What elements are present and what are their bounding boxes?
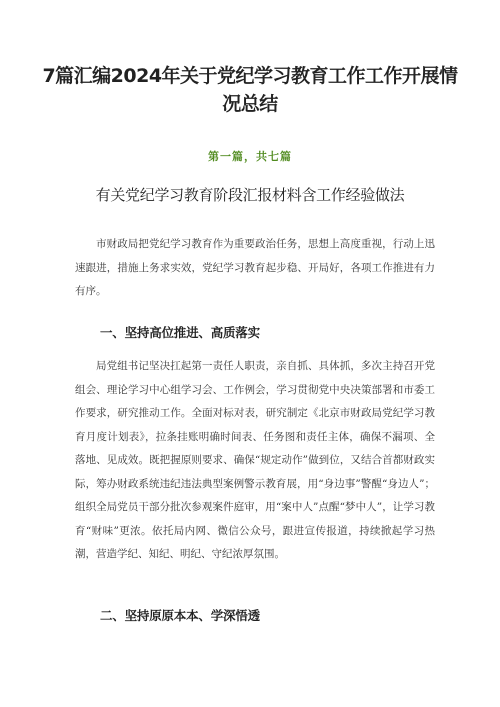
section-heading-1: 一、坚持高位推进、高质落实 — [100, 325, 260, 340]
intro-paragraph: 市财政局把党纪学习教育作为重要政治任务，思想上高度重视，行动上迅速跟进，措施上务求实效，党纪学习教育起步稳、开局好，各项工作推进有力有序。 — [75, 238, 435, 297]
document-main-title: 7篇汇编2024年关于党纪学习教育工作工作开展情况总结 — [42, 65, 458, 115]
section-1-paragraph: 局党组书记坚决扛起第一责任人职责，亲自抓、具体抓，多次主持召开党组会、理论学习中心组学习会、工作例会，学习贯彻党中央决策部署和市委工作要求，研究推动工作。全面对标对表，研究制定《北京市财政局党纪学习教育月度计划表》，拉条挂账明确时间表、任务图和责任主体，确保不漏项、全落地、见成效。既把握原则要求、确保“规定动作”做到位，又结合首都财政实际，筹办财政系统违纪违法典型案例警示教育展，用“身边事”警醒“身边人”；组织全局党员干部分批次参观案件庭审，用“案中人”点醒“梦中人”，让学习教育“财味”更浓。依托局内网、微信公众号，跟进宣传报道，持续掀起学习热潮，营造学纪、知纪、明纪、守纪浓厚氛围。 — [75, 360, 435, 560]
article-title: 有关党纪学习教育阶段汇报材料含工作经验做法 — [95, 186, 405, 204]
section-heading-2: 二、坚持原原本本、学深悟透 — [100, 608, 260, 623]
document-subtitle: 第一篇，共七篇 — [208, 150, 292, 163]
